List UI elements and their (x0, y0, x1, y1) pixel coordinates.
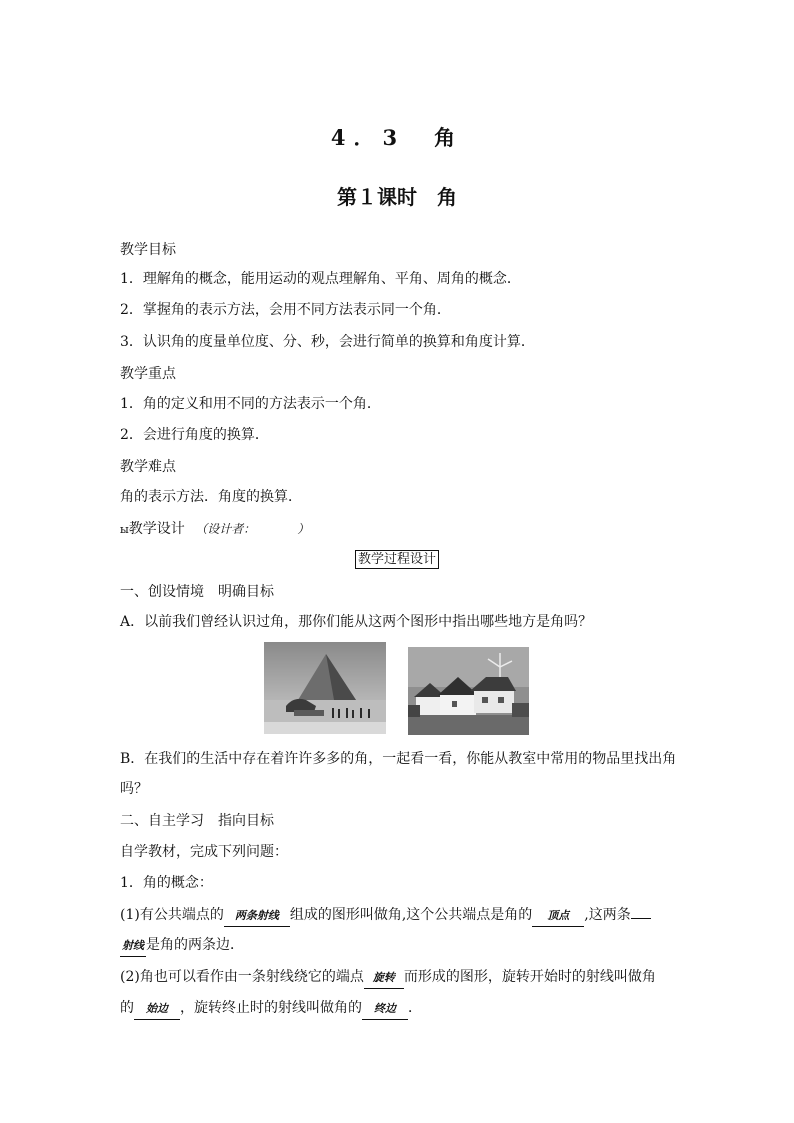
objective-item: 3．认识角的度量单位度、分、秒，会进行简单的换算和角度计算． (120, 334, 535, 350)
answer-blank: 射线 (120, 936, 146, 957)
houses-windmill-photo (408, 647, 529, 735)
key-point-item: 2．会进行角度的换算． (120, 427, 269, 443)
question-1: 1．角的概念： (120, 875, 213, 891)
answer-blank: 两条射线 (224, 906, 290, 927)
key-points-heading: 教学重点 (120, 366, 176, 382)
section1-question-b-line1: B．在我们的生活中存在着许许多多的角，一起看一看，你能从教室中常用的物品里找出角 (120, 751, 677, 767)
difficulties-text: 角的表示方法．角度的换算． (120, 489, 302, 505)
answer-blank: 始边 (134, 999, 180, 1020)
design-label (120, 518, 309, 538)
concept-paragraph-1-line1: (1)有公共端点的 两条射线 组成的图形叫做角,这个公共端点是角的 顶点 ,这两条 (120, 905, 651, 927)
section1-question-b-line2: 吗？ (120, 781, 148, 797)
section2-intro: 自学教材，完成下列问题： (120, 844, 288, 860)
concept-paragraph-2-line2: 的 始边 ，旋转终止时的射线叫做角的 终边 ． (120, 998, 422, 1020)
concept-paragraph-2-line1: (2)角也可以看作由一条射线绕它的端点 旋转 而形成的图形，旋转开始时的射线叫做角 (120, 967, 656, 989)
difficulties-heading: 教学难点 (120, 459, 176, 475)
section2-heading: 二、自主学习 指向目标 (120, 813, 274, 829)
design-mark: ы (120, 523, 129, 536)
objectives-heading: 教学目标 (120, 242, 176, 258)
lesson-subtitle: 第１课时 角 (337, 185, 457, 209)
objective-item: 1．理解角的概念，能用运动的观点理解角、平角、周角的概念． (120, 271, 521, 287)
section1-question-a: A．以前我们曾经认识过角，那你们能从这两个图形中指出哪些地方是角吗？ (120, 614, 593, 630)
answer-blank-extension (631, 918, 651, 919)
pyramid-photo (264, 642, 386, 734)
answer-blank: 终边 (362, 999, 408, 1020)
answer-blank: 旋转 (364, 968, 404, 989)
process-design-title: 教学过程设计 (355, 550, 439, 569)
concept-paragraph-1-line2: 射线 是角的两条边． (120, 935, 244, 957)
page-title: 4．3 角 (330, 125, 464, 150)
design-label-text: 教学设计 (128, 521, 185, 537)
answer-blank: 顶点 (532, 906, 584, 927)
designer-note: （设计者： ） (195, 522, 310, 536)
key-point-item: 1．角的定义和用不同的方法表示一个角． (120, 396, 381, 412)
objective-item: 2．掌握角的表示方法，会用不同方法表示同一个角． (120, 302, 451, 318)
section1-heading: 一、创设情境 明确目标 (120, 584, 274, 600)
